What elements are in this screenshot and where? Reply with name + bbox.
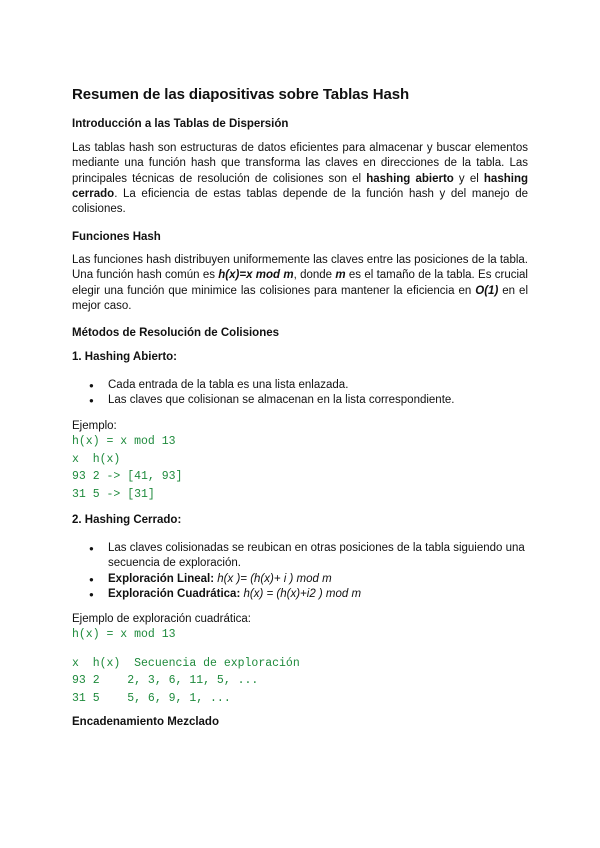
hashing-abierto-list <box>72 378 528 409</box>
code-line: x h(x) Secuencia de exploración <box>72 656 300 670</box>
cuadratica-formula: h(x) = (h(x)+i2 ) mod m <box>243 587 362 600</box>
metodos-heading: Métodos de Resolución de Colisiones <box>72 327 280 339</box>
list-item-cuadratica <box>72 587 528 602</box>
intro-text-1: Las tablas hash son estructuras de datos eficientes para almacenar y buscar elementos mediante una función hash que transforma las claves en direcciones de la tabla. Las principales técnicas de resolución de colisiones son el <box>72 142 528 185</box>
lineal-label: Exploración Lineal: <box>108 572 215 585</box>
intro-text-2: y el <box>453 172 484 185</box>
intro-text-3: . La eficiencia de estas tablas depende de la función hash y del manejo de colisiones. <box>72 187 528 216</box>
code-line: 93 2 -> [41, 93] <box>72 470 183 483</box>
intro-paragraph <box>72 141 528 217</box>
encadenamiento-heading: Encadenamiento Mezclado <box>72 716 219 728</box>
lineal-formula: h(x )= (h(x)+ i ) mod m <box>217 572 332 585</box>
hashing-abierto-heading: 1. Hashing Abierto: <box>72 351 177 363</box>
document-title: Resumen de las diapositivas sobre Tablas Hash <box>72 86 410 103</box>
funciones-text-3: es el tamaño de la tabla. Es crucial elegir una función que minimice las colisiones para mantener la eficiencia en <box>72 269 528 297</box>
funciones-text-4: en el mejor caso. <box>72 284 528 312</box>
hashing-cerrado-list <box>72 541 528 602</box>
code-block-abierto <box>72 433 182 503</box>
list-item: ● Cada entrada de la tabla es una lista enlazada. <box>72 378 528 393</box>
ejemplo-label: Ejemplo: <box>72 420 117 432</box>
intro-bold-hashing-abierto: hashing abierto <box>366 172 454 185</box>
list-item-lineal <box>72 572 528 587</box>
intro-heading: Introducción a las Tablas de Dispersión <box>72 118 289 130</box>
code-line: 31 5 -> [31] <box>72 487 155 501</box>
hash-formula: h(x)=x mod m <box>218 269 294 282</box>
complexity-o1: O(1) <box>475 284 499 297</box>
cuadratica-label: Exploración Cuadrática: <box>108 587 241 600</box>
code-line: 31 5 5, 6, 9, 1, ... <box>72 691 231 705</box>
code-line <box>72 644 300 655</box>
funciones-text-1: Las funciones hash distribuyen uniformemente las claves entre las posiciones de la tabla. Una función hash común es <box>72 254 528 282</box>
list-item: ● Las claves que colisionan se almacenan en la lista correspondiente. <box>72 393 528 408</box>
code-line: h(x) = x mod 13 <box>72 628 176 641</box>
ejemplo-cuadratica-label: Ejemplo de exploración cuadrática: <box>72 613 251 625</box>
m-variable: m <box>335 269 346 282</box>
code-line: h(x) = x mod 13 <box>72 435 176 448</box>
hashing-cerrado-heading: 2. Hashing Cerrado: <box>72 514 182 526</box>
intro-bold-hashing-cerrado: hashing cerrado <box>72 172 528 200</box>
funciones-heading: Funciones Hash <box>72 231 161 243</box>
funciones-text-2: , donde <box>293 269 336 282</box>
code-line: x h(x) <box>72 452 121 466</box>
funciones-paragraph <box>72 253 528 314</box>
list-item: ● Las claves colisionadas se reubican en otras posiciones de la tabla siguiendo una secuencia de exploración. <box>72 541 528 572</box>
code-line: 93 2 2, 3, 6, 11, 5, ... <box>72 674 259 687</box>
code-block-cerrado <box>72 626 300 707</box>
